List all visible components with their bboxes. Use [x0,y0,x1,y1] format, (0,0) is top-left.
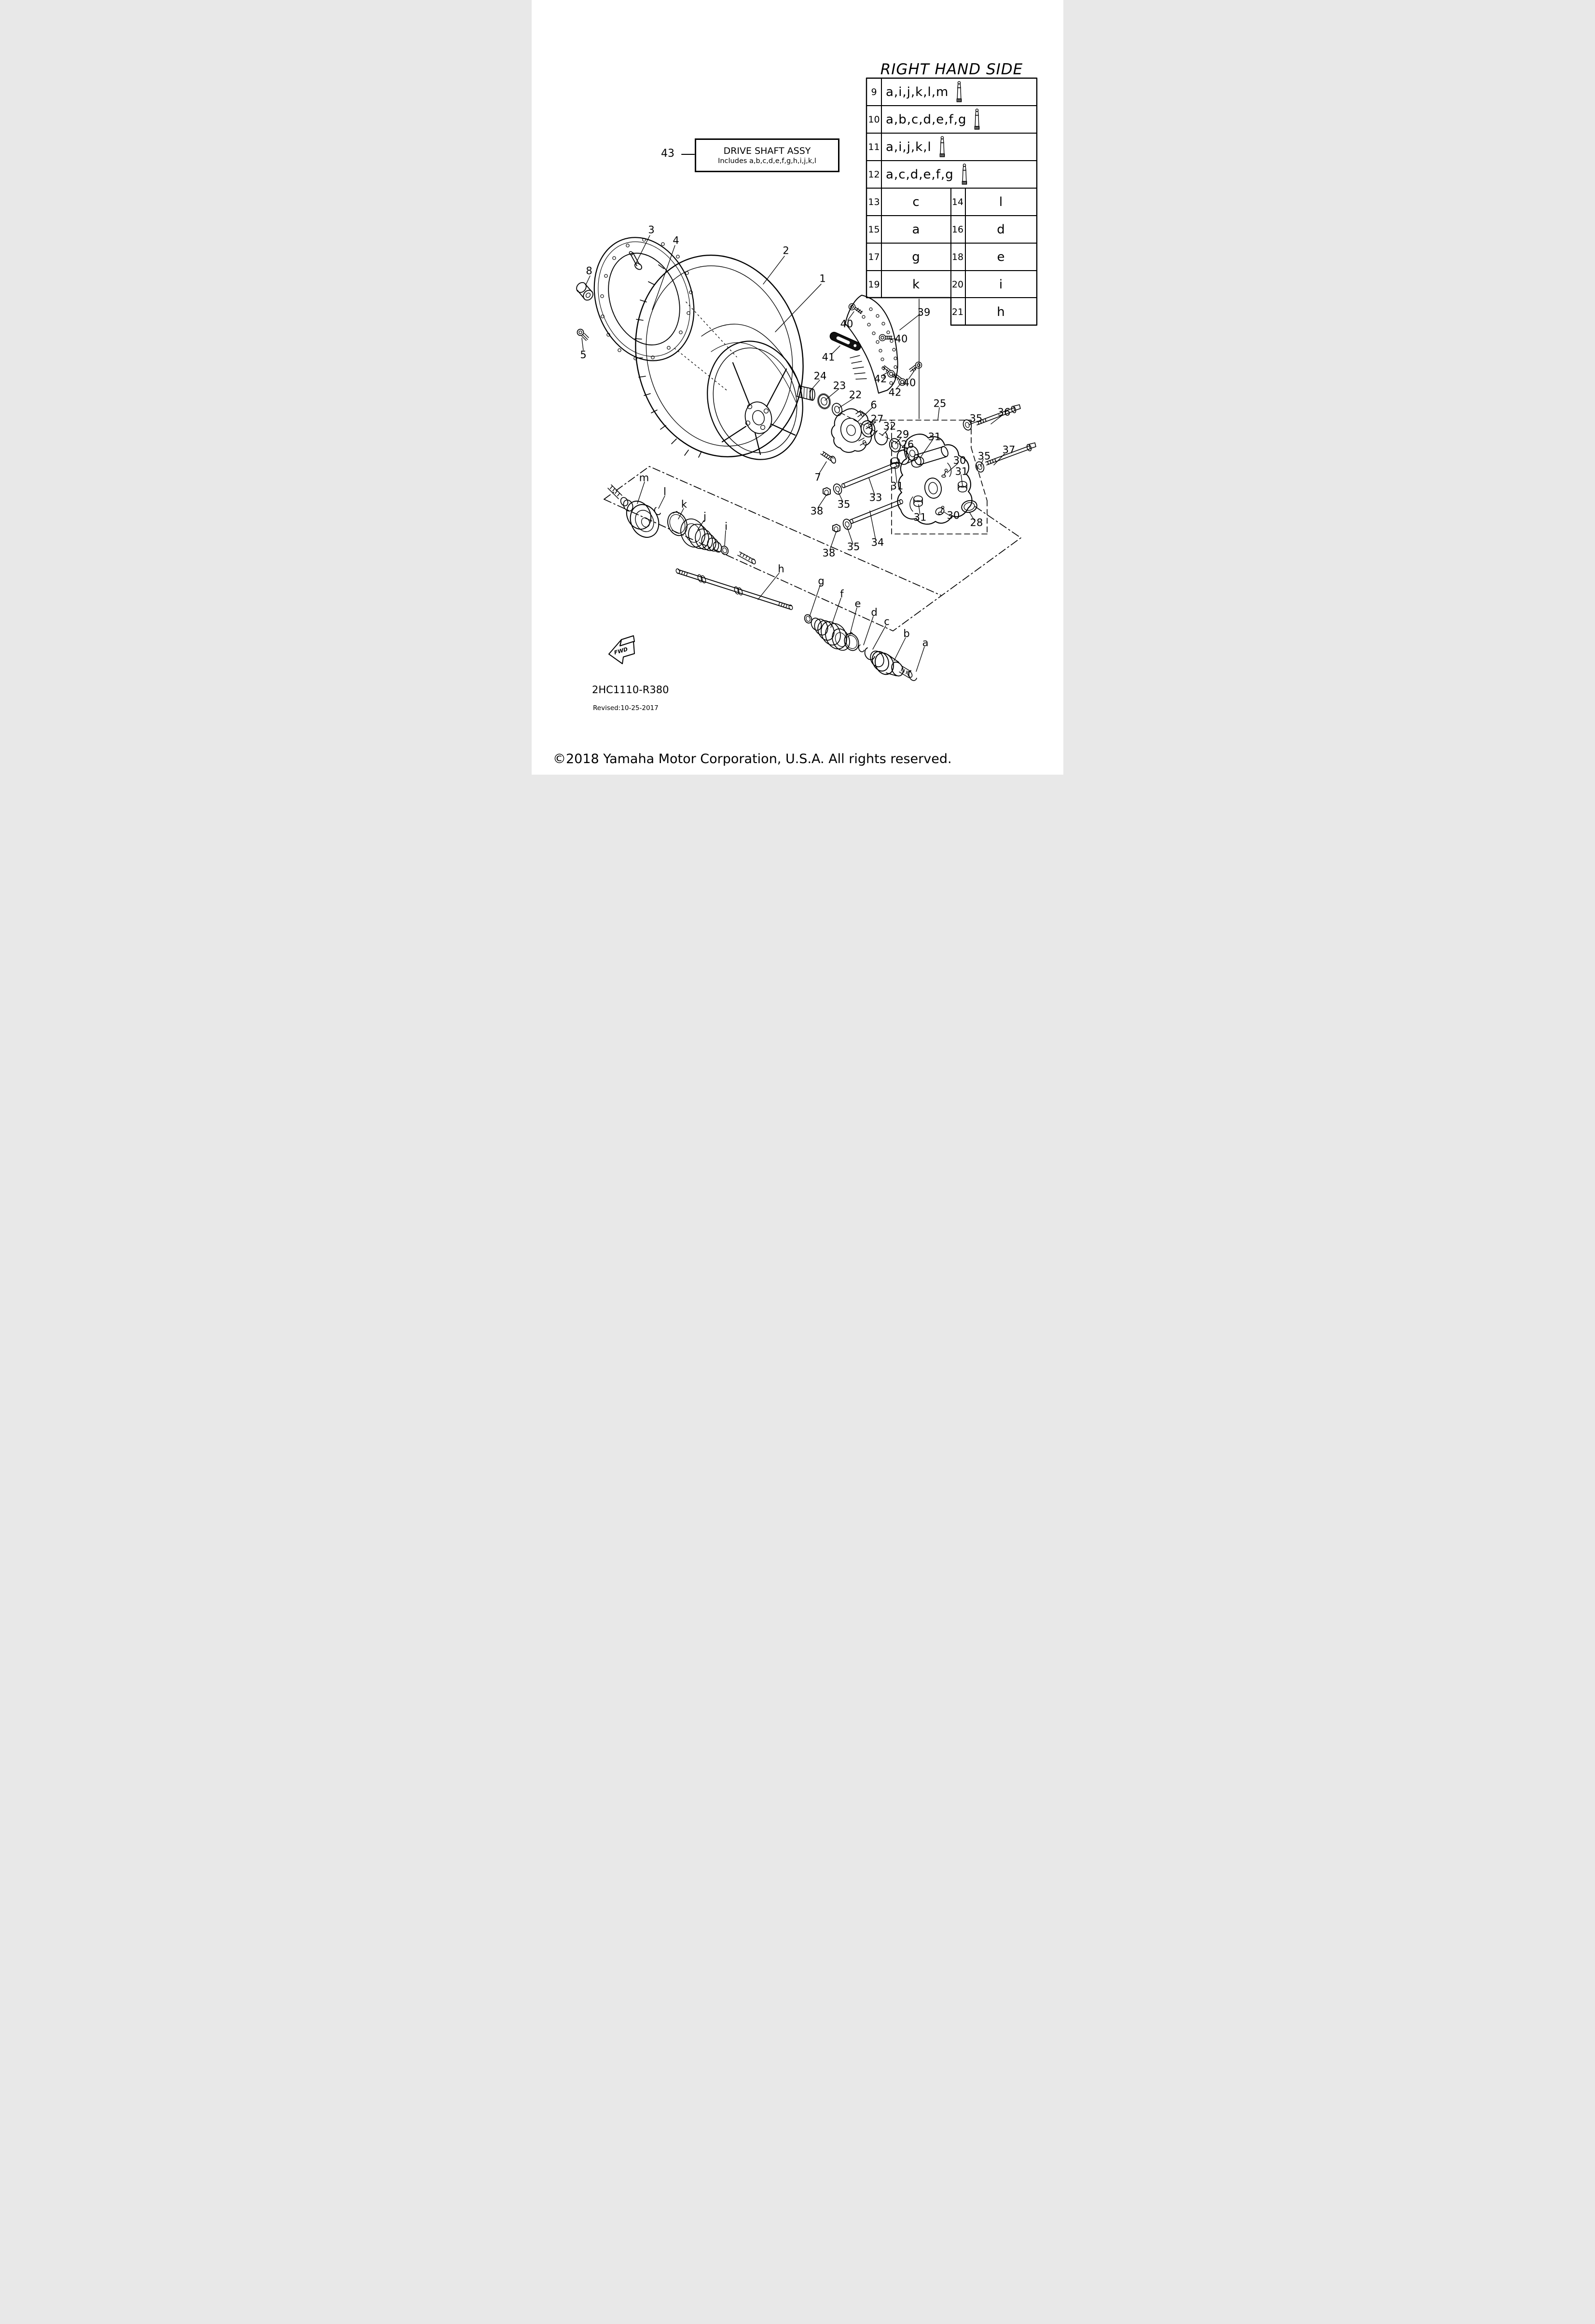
table-row [866,106,1037,133]
ref-letters-cell [881,106,1037,133]
part-label: 30 [953,454,966,466]
part-label: 31 [955,465,968,478]
part-label: 34 [871,536,884,548]
part-label: a [922,637,929,649]
wheel-rim-part [695,331,815,470]
table-row [866,298,1037,326]
table-row [866,243,1037,271]
part-label: 26 [901,438,914,451]
part-label: 4 [673,234,679,246]
table-row [866,188,1037,216]
part-label: 35 [837,498,851,510]
copyright-notice: ©2018 Yamaha Motor Corporation, U.S.A. All rights reserved. [553,752,952,766]
table-row [866,133,1037,161]
ref-number: 20 [951,279,964,290]
part-label: k [681,498,688,510]
ref-letters: a,i,j,k,l [886,139,932,154]
circlip-l-part [655,507,660,515]
ref-letters-cell [881,161,1037,188]
part-label: 1 [819,273,826,285]
ref-number: 9 [871,86,877,97]
grease-tube-icon [961,164,968,186]
ref-letter: g [912,249,920,264]
part-label: j [703,510,706,522]
caliper-bracket-part [829,331,862,352]
part-label: l [663,486,666,498]
part-label: h [778,563,784,575]
part-label: 31 [928,431,941,443]
spline-stub-part [738,552,756,564]
part-label: 32 [883,420,896,432]
part-label: 22 [849,389,862,401]
circlip-32-part [875,431,887,445]
fwd-arrow-label: FWD [613,646,629,656]
ref-number: 16 [951,224,964,235]
pivot-collar-part [913,446,949,466]
part-label: 39 [917,306,931,318]
ref-number: 19 [868,279,880,290]
ref-number: 11 [868,141,880,152]
part-label: 2 [783,245,789,257]
parts-table [866,78,1037,326]
part-label: 37 [1002,444,1016,456]
part-label: 33 [869,492,882,504]
flange-nut-part [575,281,595,302]
beadlock-ring-part [578,223,711,375]
cv-boot-f-part [810,616,853,653]
parts-diagram-page [532,0,1063,775]
table-title: RIGHT HAND SIDE [880,61,1023,78]
ref-letters: a,b,c,d,e,f,g [886,112,967,127]
drive-shaft-part [675,568,793,610]
ref-number: 17 [868,251,880,262]
part-label: 5 [580,349,587,361]
part-label: 27 [870,413,884,425]
callout-title: DRIVE SHAFT ASSY [723,146,811,156]
grease-tube-icon [938,136,946,158]
part-label: e [854,598,861,610]
part-label: 36 [997,406,1011,418]
assembly-boundary-lines [604,466,1021,631]
part-label: 40 [894,333,908,345]
ref-number: 13 [868,196,880,207]
table-row [866,161,1037,188]
boot-clamp-k-part [664,509,690,539]
ref-letter: a [912,222,920,237]
part-label: m [639,472,649,484]
revision-date: Revised:10-25-2017 [593,704,659,712]
table-row [866,216,1037,243]
washer-22-part [831,402,843,417]
part-label: 35 [977,450,991,462]
part-label: i [725,520,728,533]
circlip-d-part [859,645,864,652]
wheel-hub-part [831,409,872,452]
part-label: 35 [969,412,983,424]
callout-subtitle: Includes a,b,c,d,e,f,g,h,i,j,k,l [718,157,816,165]
ref-number: 14 [951,196,964,207]
ref-number: 12 [868,169,880,180]
part-label: 40 [903,377,916,389]
boot-clamp-e-part [842,631,861,653]
ref-letters: a,c,d,e,f,g [886,167,954,182]
part-label: 42 [888,386,902,398]
ref-letter: h [997,304,1005,319]
circlip-c-part [865,648,875,660]
ref-letter: e [997,249,1005,264]
part-label: 40 [840,318,853,330]
part-label: 31 [913,511,927,523]
ref-letter: l [999,194,1003,209]
ref-letter: c [912,194,920,209]
grease-tube-icon [973,109,981,131]
ref-number: 18 [951,251,964,262]
part-label: 24 [813,370,827,382]
part-label: 41 [822,351,835,363]
part-label: 30 [947,509,960,521]
part-label: c [884,615,890,628]
grease-tube-icon [955,81,963,103]
ref-number: 21 [951,306,964,317]
part-label: 28 [970,517,983,529]
ref-letters-cell [881,78,1037,106]
part-label: 7 [814,471,821,483]
ref-letters: a,i,j,k,l,m [886,84,949,99]
ref-letters-cell [881,133,1037,161]
outer-cv-joint-part [868,649,913,678]
ref-letter: i [999,277,1003,292]
stud-bolt-7-part [821,451,837,464]
part-label: 23 [833,380,846,392]
part-label: 8 [586,265,592,277]
hub-nut-part [816,392,832,410]
ref-number: 10 [868,114,880,125]
part-label: g [818,575,825,587]
part-label: d [871,606,878,618]
part-label: 6 [870,399,877,411]
part-label: f [840,588,844,600]
part-label: 29 [896,428,909,440]
part-label: 3 [648,224,655,236]
drawing-code: 2HC1110-R380 [592,684,669,696]
part-label: 35 [847,541,860,553]
part-label: 25 [933,397,947,410]
callout-ref-number: 43 [661,148,674,160]
part-label: 38 [822,547,836,559]
part-label: b [903,628,910,640]
ref-letter: k [912,277,920,292]
rim-screw-part [578,329,589,341]
drive-shaft-callout-box [695,138,839,172]
part-label: 38 [810,505,824,517]
fwd-arrow-icon [609,636,634,664]
part-label: 42 [874,373,887,385]
part-label: 31 [890,480,904,492]
table-row [866,78,1037,106]
ref-letter: d [997,222,1005,237]
ref-number: 15 [868,224,880,235]
table-row [866,271,1037,298]
